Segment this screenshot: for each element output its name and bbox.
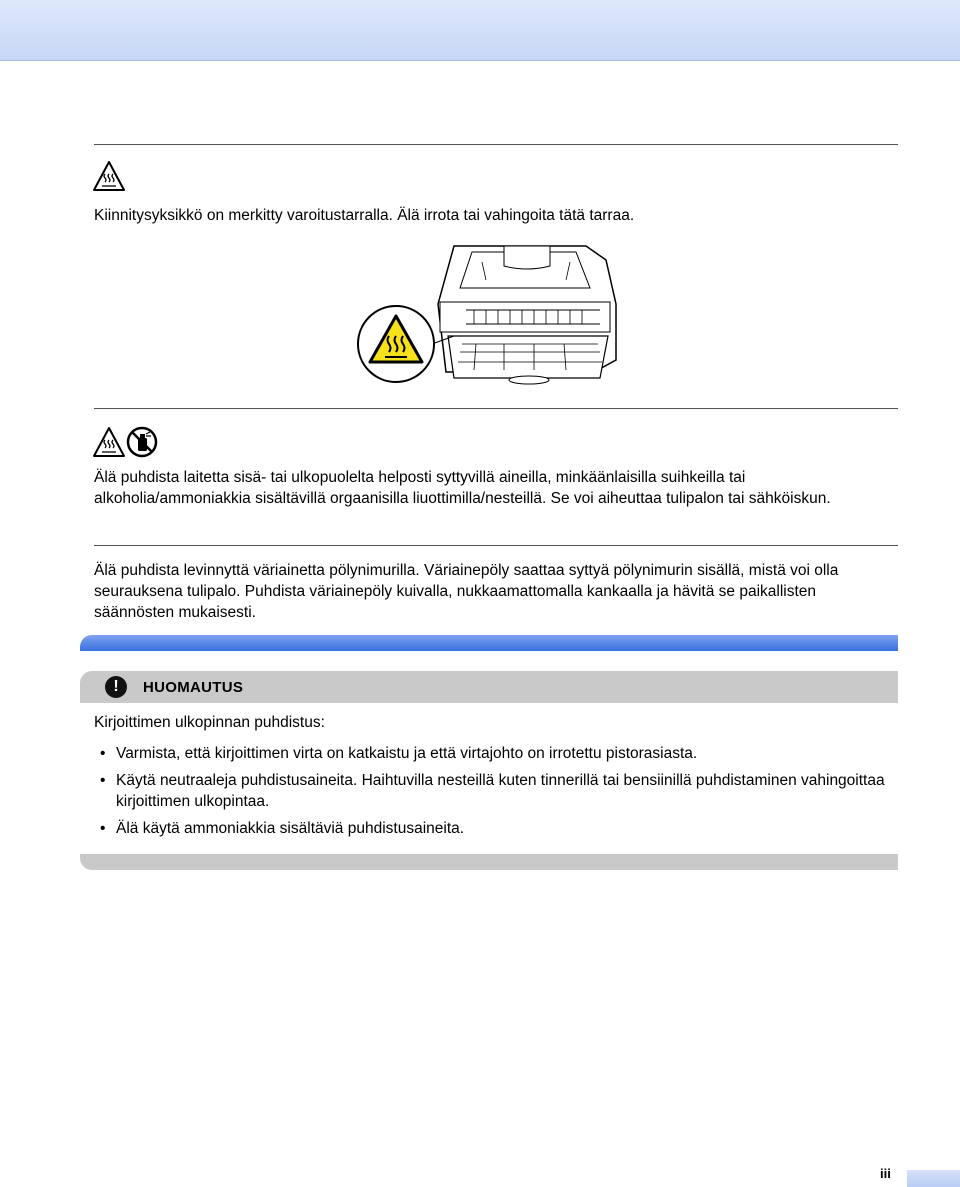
bullet-text: Käytä neutraaleja puhdistusaineita. Haihtuvilla nesteillä kuten tinnerillä tai bensiinillä puhdistaminen vahingoittaa kirjoittimen ulkopintaa. [116,772,885,810]
note-title: HUOMAUTUS [143,679,244,696]
page-number-tab [907,1170,960,1187]
bullet-text: Varmista, että kirjoittimen virta on katkaistu ja että virtajohto on irrotettu pistorasiasta. [116,745,698,762]
bullet-marker: • [100,820,106,837]
section-blue-bar [80,635,898,651]
note-footer-bar [80,854,898,870]
page-number: iii [880,1166,891,1181]
page-header-band [0,0,960,61]
warning-text-fuser-label: Kiinnitysyksikkö on merkitty varoitustarralla. Älä irrota tai vahingoita tätä tarraa. [94,207,635,224]
bullet-marker: • [100,745,106,762]
section-divider [94,144,898,145]
note-header [80,671,898,703]
section-divider [94,408,898,409]
bullet-text: Älä käytä ammoniakkia sisältäviä puhdistusaineita. [116,820,465,837]
hot-surface-warning-icon [92,426,126,458]
bullet-marker: • [100,772,106,789]
warning-text-toner-vacuum: Älä puhdista levinnyttä väriainetta pölynimurilla. Väriainepöly saattaa syttyä pölynimurin sisällä, mistä voi olla seurauksena tulipalo. Puhdista väriainepöly kuivalla, nukkaamattomalla kankaalla ja hävitä se paikallisten säännösten mukaisesti. [94,562,839,621]
hot-surface-warning-icon [92,160,126,192]
section-divider [94,545,898,546]
warning-text-flammable-cleaners: Älä puhdista laitetta sisä- tai ulkopuolelta helposti syttyvillä aineilla, minkäänlaisilla suihkeilla tai alkoholia/ammoniakkia sisältävillä orgaanisilla liuottimilla/nesteillä. Se voi aiheuttaa tulipalon tai sähköiskun. [94,469,831,507]
printer-illustration [354,240,624,386]
note-intro: Kirjoittimen ulkopinnan puhdistus: [94,714,325,731]
exclamation-icon: ! [105,676,127,698]
no-flammable-spray-icon [126,426,158,458]
